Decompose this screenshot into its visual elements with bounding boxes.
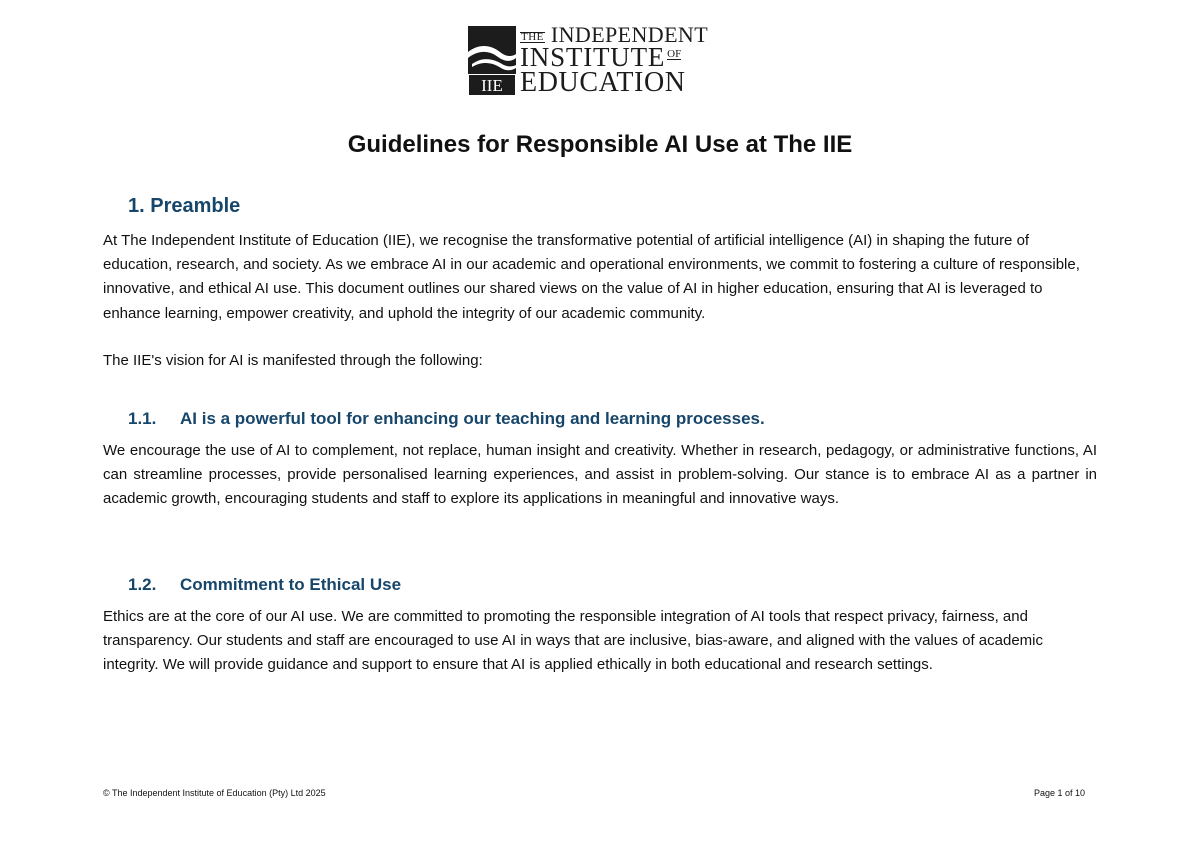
preamble-heading: 1. Preamble (128, 195, 241, 217)
logo-independent: INDEPENDENT (550, 22, 709, 47)
iie-emblem-icon (468, 26, 516, 96)
logo-of: OF (667, 48, 682, 60)
section-1-1-paragraph: We encourage the use of AI to complement, not replace, human insight and creativity. Whether in research, pedagogy, or administrative functions, AI can streamline processes, provide personalised learning experiences, and assist in problem-solving. Our stance is to embrace AI as a partner in academic growth, encouraging students and staff to explore its applications in meaningful and innovative ways. (103, 442, 1097, 508)
section-1-1-number: 1.1. (128, 409, 157, 428)
section-1-2-heading (128, 575, 401, 595)
logo-the: THE (521, 31, 544, 43)
section-1-1-heading (128, 409, 765, 429)
iie-logo (468, 22, 732, 98)
section-1-1-title: AI is a powerful tool for enhancing our teaching and learning processes. (180, 409, 765, 428)
section-1-2-title: Commitment to Ethical Use (180, 575, 402, 594)
logo-institute: INSTITUTE (520, 42, 666, 72)
iie-badge-text: IIE (481, 76, 503, 95)
document-title: Guidelines for Responsible AI Use at The IIE (347, 131, 853, 158)
footer-copyright: © The Independent Institute of Education (Pty) Ltd 2025 (103, 788, 326, 798)
logo-wordmark (520, 24, 708, 97)
vision-intro-paragraph: The IIE's vision for AI is manifested through the following: (103, 352, 483, 369)
footer-page-number: Page 1 of 10 (1033, 788, 1085, 798)
section-1-2-paragraph: Ethics are at the core of our AI use. We are committed to promoting the responsible integration of AI tools that respect privacy, fairness, and transparency. Our students and staff are encouraged to use AI in ways that are inclusive, bias-aware, and aligned with the values of academic integrity. We will provide guidance and support to ensure that AI is applied ethically in both educational and research settings. (103, 608, 1043, 674)
preamble-paragraph: At The Independent Institute of Education (IIE), we recognise the transformative potential of artificial intelligence (AI) in shaping the future of education, research, and society. As we embrace AI in our academic and operational environments, we commit to fostering a culture of responsible, innovative, and ethical AI use. This document outlines our shared views on the value of AI in higher education, ensuring that AI is leveraged to enhance learning, empower creativity, and uphold the integrity of our academic community. (103, 232, 1080, 322)
logo-education: EDUCATION (520, 67, 686, 98)
section-1-2-number: 1.2. (128, 575, 157, 594)
